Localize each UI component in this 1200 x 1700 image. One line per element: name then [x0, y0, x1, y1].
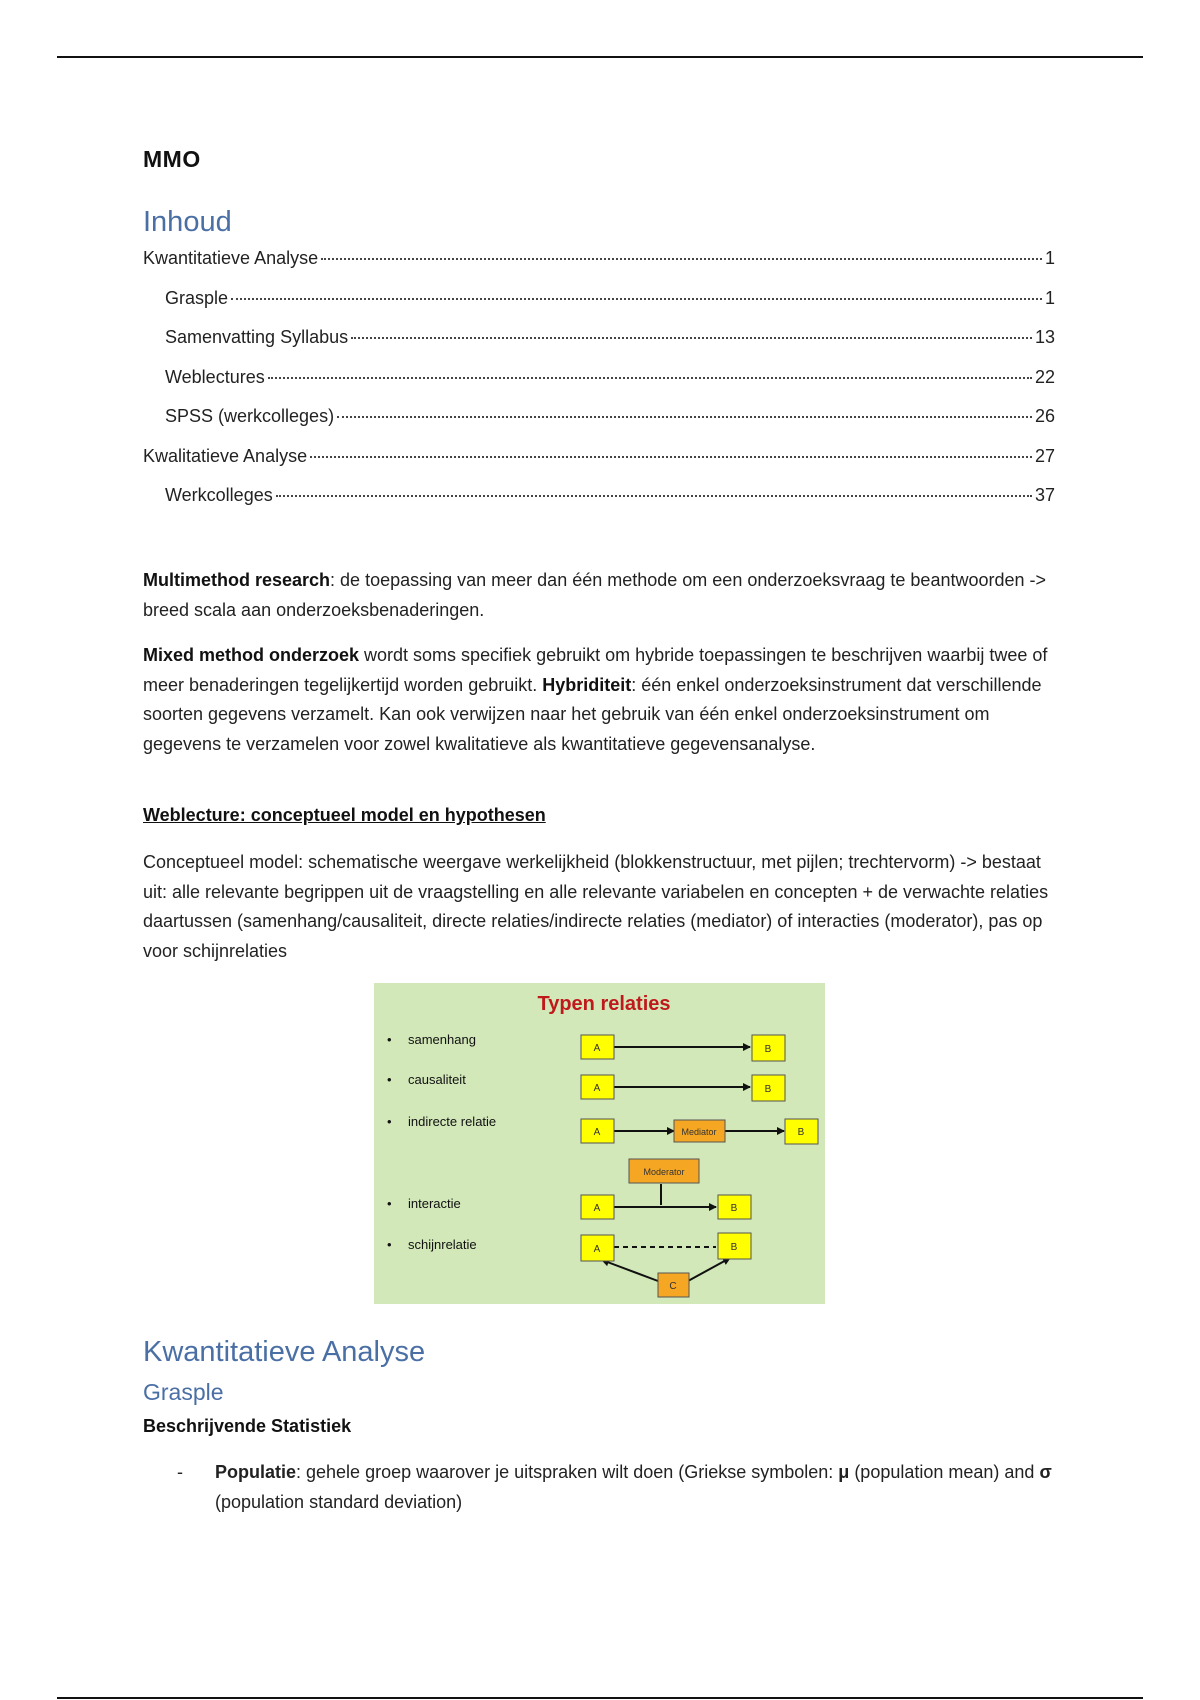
- toc-entry[interactable]: [143, 288, 1055, 328]
- multimethod-text: : de toepassing van meer dan één methode om een onderzoeksvraag te beantwoorden -> breed scala aan onderzoeksbenaderingen.: [143, 570, 1047, 620]
- relations-diagram: [374, 983, 825, 1304]
- document-title: MMO: [143, 146, 201, 172]
- toc-leader: [231, 298, 1042, 300]
- mediator-label: Mediator: [681, 1127, 717, 1137]
- figure-item-label: schijnrelatie: [408, 1237, 477, 1252]
- sigma-symbol: σ: [1039, 1462, 1052, 1482]
- toc-leader: [337, 416, 1032, 418]
- toc-entry[interactable]: [143, 327, 1055, 367]
- section-heading: Kwantitatieve Analyse: [143, 1336, 426, 1368]
- box-c-label: C: [669, 1281, 677, 1292]
- hybriditeit-term: Hybriditeit: [542, 674, 632, 695]
- figure-bullet: •: [387, 1032, 392, 1047]
- hybriditeit-text: : één enkel onderzoeksinstrument dat verschillende soorten gegevens verzamelt. Kan ook verwijzen naar het gebruik van één enkel onderzoeksinstrument om gegevens te verzamelen voor zowel kwalitatieve als kwantitatieve gegevensanalyse.: [143, 674, 1042, 754]
- multimethod-term: Multimethod research: [143, 570, 331, 590]
- header-rule: [57, 56, 1143, 58]
- typen-relaties-figure: [374, 983, 825, 1304]
- toc-entry-page: 1: [1044, 248, 1055, 268]
- toc-leader: [351, 337, 1032, 339]
- multimethod-paragraph: [143, 566, 1055, 625]
- toc-entry-page: 26: [1034, 406, 1055, 426]
- weblecture-heading: Weblecture: conceptueel model en hypothesen: [143, 805, 546, 825]
- confounder-arrow-b: [688, 1258, 730, 1281]
- bullet-text: [215, 1458, 1055, 1517]
- toc-entry[interactable]: [143, 248, 1055, 288]
- box-b-label: B: [730, 1203, 738, 1214]
- toc-entry-label: Weblectures: [165, 366, 265, 387]
- figure-bullet: •: [387, 1072, 392, 1087]
- toc-entry-label: Werkcolleges: [165, 485, 273, 505]
- box-a-label: A: [593, 1203, 601, 1214]
- moderator-label: Moderator: [643, 1167, 685, 1177]
- confounder-arrow-a: [602, 1260, 658, 1281]
- toc-entry-label: Grasple: [165, 287, 229, 308]
- toc-entry[interactable]: [143, 367, 1055, 407]
- mixed-method-paragraph: [143, 641, 1055, 759]
- toc-leader: [276, 495, 1032, 497]
- box-b-label: B: [797, 1127, 805, 1138]
- box-a-label: A: [593, 1043, 601, 1054]
- figure-item-label: interactie: [408, 1196, 461, 1211]
- conceptual-model-paragraph: Conceptueel model: schematische weergave werkelijkheid (blokkenstructuur, met pijlen; trechtervorm) -> bestaat uit: alle relevante begrippen uit de vraagstelling en alle relevante variabelen en concepten + de verwachte relaties daartussen (samenhang/causaliteit, directe relaties/indirecte relaties (mediator) of interacties (moderator), pas op voor schijnrelaties: [143, 852, 1049, 961]
- figure-bullet: •: [387, 1196, 392, 1211]
- toc-entry[interactable]: [143, 406, 1055, 446]
- toc-leader: [321, 258, 1042, 260]
- toc-entry-page: 37: [1034, 485, 1055, 505]
- subsection-heading: Grasple: [143, 1379, 224, 1405]
- toc-heading: Inhoud: [143, 206, 232, 238]
- mixed-method-text: wordt soms specifiek gebruikt om hybride toepassingen te beschrijven waarbij twee of meer benaderingen tegelijkertijd worden gebruikt.: [143, 645, 1048, 695]
- figure-bullet: •: [387, 1114, 392, 1129]
- toc-entry[interactable]: [143, 485, 1055, 525]
- box-b-label: B: [764, 1044, 772, 1055]
- footer-rule: [57, 1697, 1143, 1699]
- figure-item-label: samenhang: [408, 1032, 476, 1047]
- box-a-label: A: [593, 1244, 601, 1255]
- figure-title: Typen relaties: [537, 993, 671, 1015]
- toc-entry-page: 13: [1034, 327, 1055, 347]
- populatie-term: Populatie: [215, 1462, 297, 1482]
- toc-entry-label: SPSS (werkcolleges): [165, 406, 335, 426]
- bold-heading: Beschrijvende Statistiek: [143, 1416, 352, 1436]
- toc-entry[interactable]: [143, 446, 1055, 486]
- bullet-marker: -: [177, 1462, 183, 1482]
- figure-bullet: •: [387, 1237, 392, 1252]
- mixed-method-term: Mixed method onderzoek: [143, 645, 360, 665]
- populatie-text-3: (population standard deviation): [215, 1491, 463, 1512]
- toc-entry-label: Kwantitatieve Analyse: [143, 248, 319, 268]
- toc-leader: [268, 377, 1032, 379]
- figure-item-label: indirecte relatie: [408, 1114, 497, 1129]
- toc-entry-label: Samenvatting Syllabus: [165, 327, 349, 347]
- populatie-text-1: : gehele groep waarover je uitspraken wilt doen (Griekse symbolen:: [296, 1462, 839, 1482]
- table-of-contents: [143, 248, 1055, 525]
- figure-item-label: causaliteit: [408, 1072, 466, 1087]
- box-b-label: B: [730, 1242, 738, 1253]
- box-b-label: B: [764, 1084, 772, 1095]
- toc-leader: [310, 456, 1032, 458]
- toc-entry-page: 22: [1034, 366, 1055, 387]
- populatie-text-2: (population mean) and: [849, 1462, 1040, 1482]
- toc-entry-page: 1: [1044, 287, 1055, 308]
- toc-entry-label: Kwalitatieve Analyse: [143, 445, 308, 466]
- mu-symbol: μ: [838, 1462, 850, 1482]
- toc-entry-page: 27: [1034, 445, 1055, 466]
- box-a-label: A: [593, 1127, 601, 1138]
- box-a-label: A: [593, 1083, 601, 1094]
